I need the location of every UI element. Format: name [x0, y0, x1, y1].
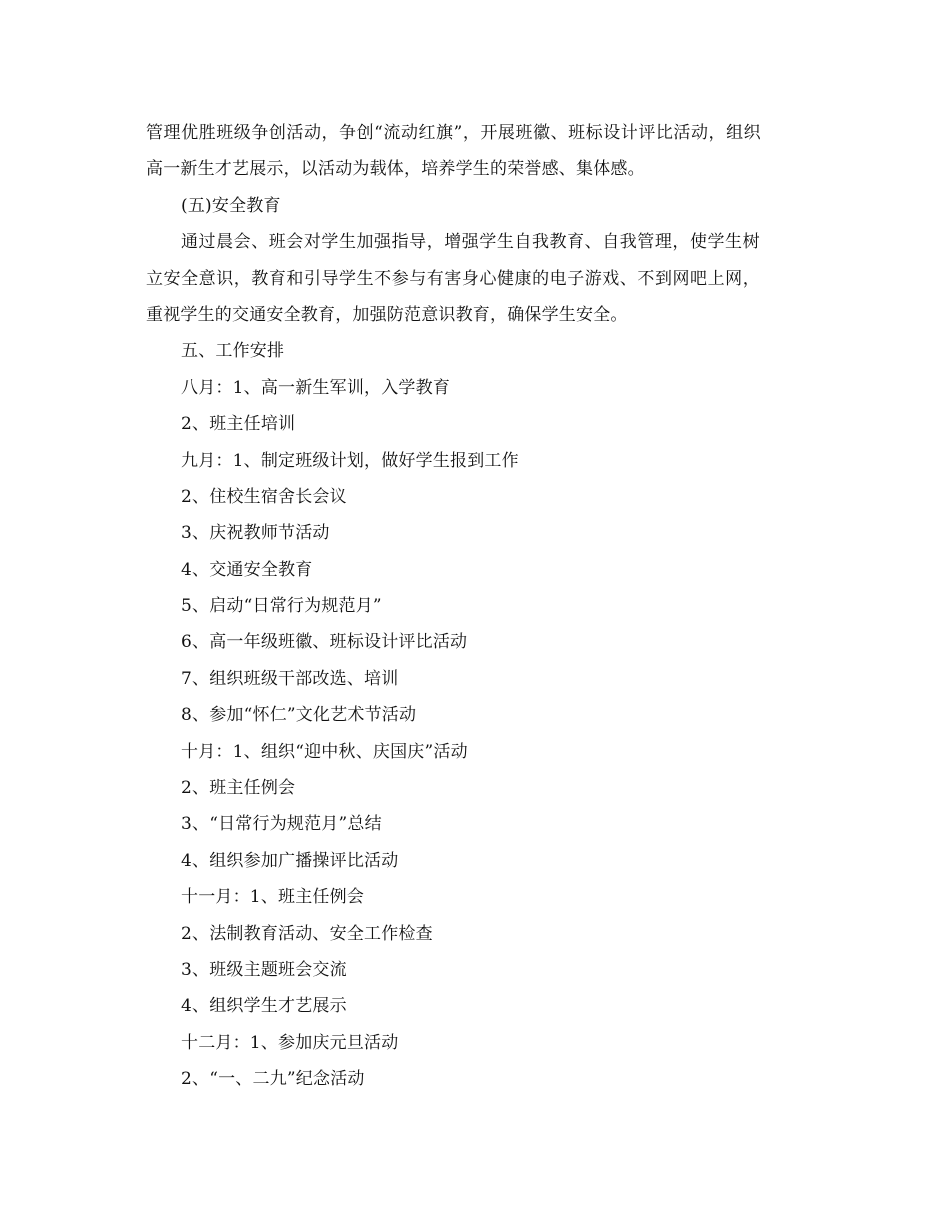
schedule-item: 4、交通安全教育 — [181, 559, 313, 580]
schedule-item: 2、住校生宿舍长会议 — [181, 486, 347, 507]
section-heading-safety: (五)安全教育 — [181, 195, 281, 216]
schedule-item: 4、组织参加广播操评比活动 — [181, 850, 399, 871]
schedule-item: 九月：1、制定班级计划，做好学生报到工作 — [181, 450, 519, 471]
schedule-item: 6、高一年级班徽、班标设计评比活动 — [181, 632, 468, 653]
schedule-item: 2、“一、二九”纪念活动 — [181, 1069, 365, 1090]
schedule-item: 8、参加“怀仁”文化艺术节活动 — [181, 705, 417, 726]
paragraph-line: 立安全意识，教育和引导学生不参与有害身心健康的电子游戏、不到网吧上网， — [146, 268, 761, 289]
schedule-item: 3、庆祝教师节活动 — [181, 523, 330, 544]
paragraph-line: 高一新生才艺展示，以活动为载体，培养学生的荣誉感、集体感。 — [146, 159, 645, 180]
schedule-item: 十二月：1、参加庆元旦活动 — [181, 1032, 399, 1053]
schedule-item: 十一月：1、班主任例会 — [181, 887, 365, 908]
schedule-item: 2、法制教育活动、安全工作检查 — [181, 923, 433, 944]
paragraph-line: 管理优胜班级争创活动，争创“流动红旗”，开展班徽、班标设计评比活动，组织 — [146, 123, 762, 143]
schedule-item: 5、启动“日常行为规范月” — [181, 596, 382, 617]
schedule-item: 2、班主任培训 — [181, 414, 296, 435]
paragraph-line: 重视学生的交通安全教育，加强防范意识教育，确保学生安全。 — [146, 304, 628, 325]
paragraph-line: 通过晨会、班会对学生加强指导，增强学生自我教育、自我管理，使学生树 — [181, 232, 761, 253]
section-heading-schedule: 五、工作安排 — [181, 341, 285, 362]
schedule-item: 3、班级主题班会交流 — [181, 959, 347, 980]
schedule-item: 3、“日常行为规范月”总结 — [181, 814, 382, 835]
schedule-item: 7、组织班级干部改选、培训 — [181, 668, 399, 689]
schedule-item: 八月：1、高一新生军训，入学教育 — [181, 377, 451, 398]
schedule-item: 4、组织学生才艺展示 — [181, 996, 347, 1017]
schedule-item: 十月：1、组织“迎中秋、庆国庆”活动 — [181, 741, 468, 762]
schedule-item: 2、班主任例会 — [181, 778, 296, 799]
document-body — [146, 115, 806, 1098]
